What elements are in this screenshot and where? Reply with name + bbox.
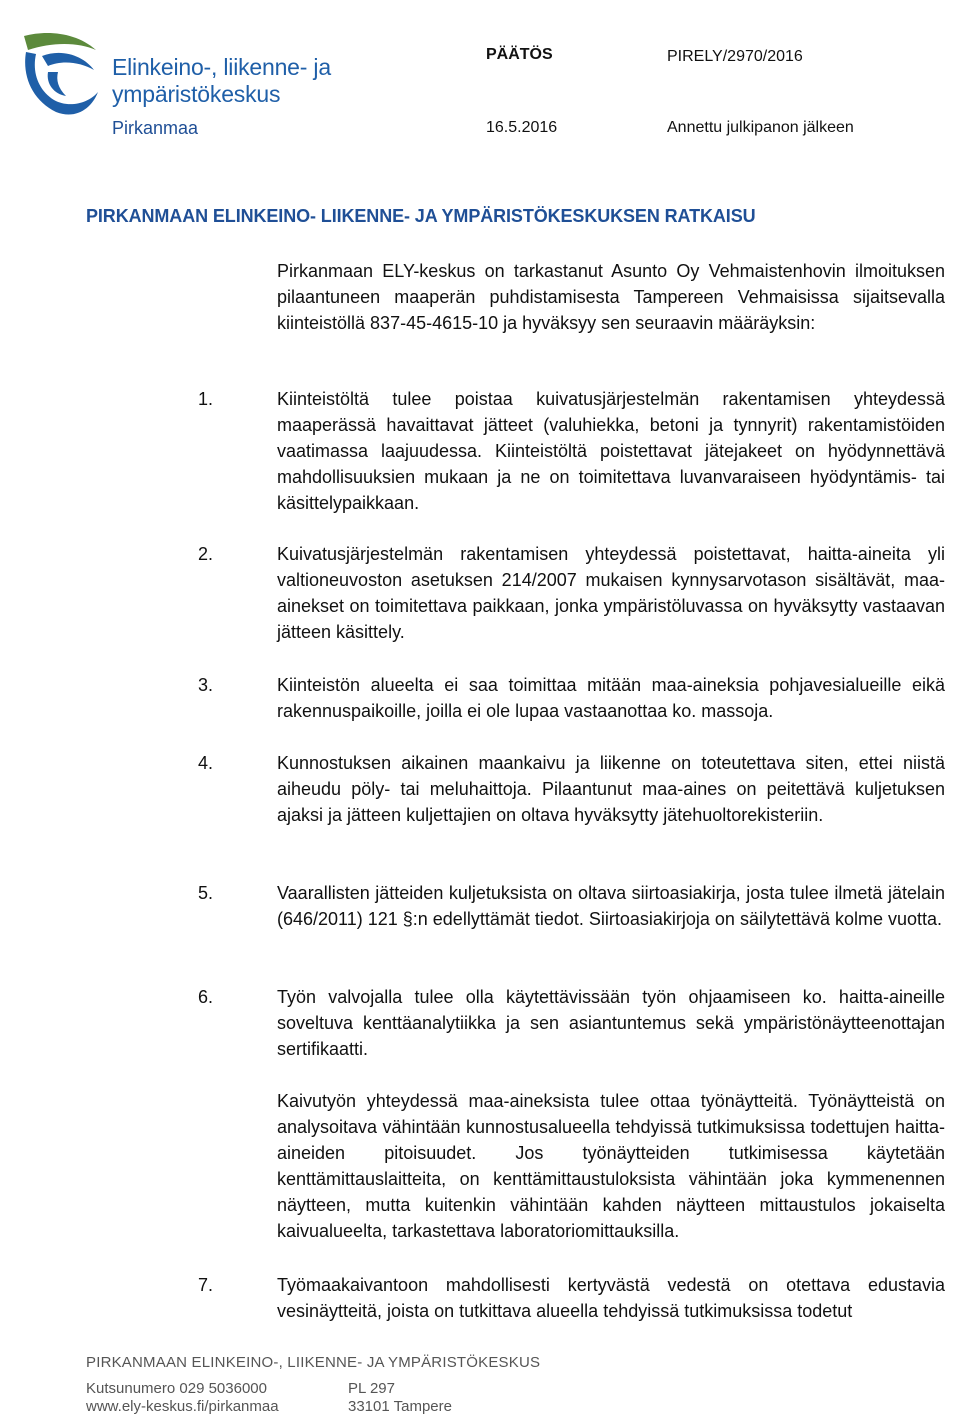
list-item-text: Kiinteistöltä tulee poistaa kuivatusjärjestelmän rakentamisen yhteydessä maaperässä havaittavat jätteet (valuhiekka, betoni ja tynnyrit) rakentamistöiden vaatimassa laajuudessa. Kiinteistöltä poistettavat jätejakeet on hyödynnettävä mahdollisuuksien mukaan ja ne on toimitettava luvanvaraiseen hyödyntämis- tai käsittelypaikkaan. xyxy=(277,389,945,513)
ely-logo-icon xyxy=(18,26,102,118)
list-item-text: Vaarallisten jätteiden kuljetuksista on oltava siirtoasiakirja, josta tulee ilmetä jätelain (646/2011) 121 §:n edellyttämät tiedot. Siirtoasiakirjoja on säilytettävä kolme vuotta. xyxy=(277,883,945,929)
list-item-number: 7. xyxy=(198,1275,214,1295)
footer-org: PIRKANMAAN ELINKEINO-, LIIKENNE- JA YMPÄRISTÖKESKUS xyxy=(86,1354,541,1371)
org-name-line2: ympäristökeskus xyxy=(112,81,281,107)
list-item-number: 1. xyxy=(198,389,214,409)
document-date: 16.5.2016 xyxy=(486,119,558,136)
list-item-text: Työn valvojalla tulee olla käytettävissään työn ohjaamiseen ko. haitta-aineille soveltuva kenttäanalytiikka ja sen asiantuntemus sekä ympäristönäytteenottajan sertifikaatti. xyxy=(277,987,945,1059)
footer-pobox: PL 297 xyxy=(348,1380,395,1397)
list-item-text: Kuivatusjärjestelmän rakentamisen yhteydessä poistettavat, haitta-aineita yli valtioneuvoston asetuksen 214/2007 mukaisen kynnysarvotason sisältävät, maa-ainekset on toimitettava paikkaan, jonka ympäristöluvassa on hyväksytty vastaavan jätteen käsittely. xyxy=(277,544,945,642)
list-item-number: 3. xyxy=(198,675,214,695)
list-item-text: Kaivutyön yhteydessä maa-aineksista tulee ottaa työnäytteitä. Työnäytteistä on analysoitava vähintään kunnostusalueella tehdyissä tutkimuksissa todettujen haitta-aineiden pitoisuudet. Jos työnäytteiden tutkimisessa käytetään kenttämittauslaitteita, on kenttämittaustuloksista vähintään joka kymmenennen näytteen, mutta kuitenkin vähintään kahden näytteen mittaustulos jokaiselta kaivualueelta, tarkastettava laboratoriomittauksilla. xyxy=(277,1091,945,1241)
list-item-text: Työmaakaivantoon mahdollisesti kertyvästä vedestä on otettava edustavia vesinäytteitä, joista on tutkittava alueella tehdyissä tutkimuksissa todetut xyxy=(277,1275,945,1321)
org-name xyxy=(112,54,331,108)
document-id: PIRELY/2970/2016 xyxy=(667,48,803,65)
list-item-text: Kunnostuksen aikainen maankaivu ja liikenne on toteutettava siten, ettei niistä aiheudu pöly- tai meluhaittoja. Pilaantunut maa-aines on peitettävä kuljetuksen ajaksi ja jätteen kuljettajien on oltava hyväksytty jätehuoltorekisteriin. xyxy=(277,753,945,825)
list-item-number: 4. xyxy=(198,753,214,773)
list-item-number: 6. xyxy=(198,987,214,1007)
footer-phone: Kutsunumero 029 5036000 xyxy=(86,1380,267,1397)
footer-web-link[interactable]: www.ely-keskus.fi/pirkanmaa xyxy=(86,1398,279,1415)
document-type: PÄÄTÖS xyxy=(486,46,553,63)
list-item-text: Kiinteistön alueelta ei saa toimittaa mitään maa-aineksia pohjavesialueille eikä rakennuspaikoille, joilla ei ole lupaa vastaanottaa ko. massoja. xyxy=(277,675,945,721)
footer-postal: 33101 Tampere xyxy=(348,1398,452,1415)
page-title: PIRKANMAAN ELINKEINO- LIIKENNE- JA YMPÄRISTÖKESKUKSEN RATKAISU xyxy=(86,206,756,226)
intro-paragraph: Pirkanmaan ELY-keskus on tarkastanut Asunto Oy Vehmaistenhovin ilmoituksen pilaantuneen maaperän puhdistamisesta Tampereen Vehmaisissa sijaitsevalla kiinteistöllä 837-45-4615-10 ja hyväksyy sen seuraavin määräyksin: xyxy=(277,261,945,333)
list-item-number: 5. xyxy=(198,883,214,903)
org-name-line1: Elinkeino-, liikenne- ja xyxy=(112,54,331,80)
document-note: Annettu julkipanon jälkeen xyxy=(667,119,854,136)
list-item-number: 2. xyxy=(198,544,214,564)
region-label: Pirkanmaa xyxy=(112,118,199,138)
